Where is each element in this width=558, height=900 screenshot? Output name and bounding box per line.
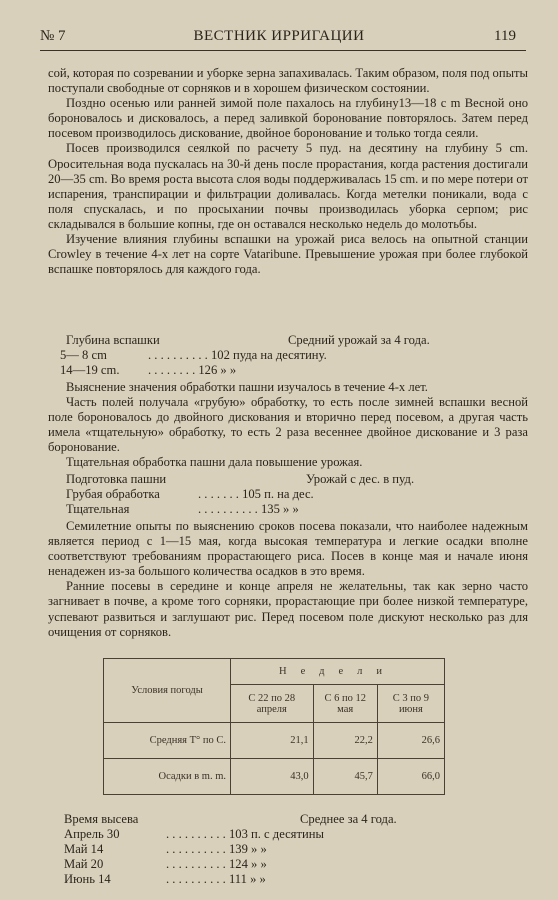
table-col-header: С 22 по 28 апреля <box>231 685 314 723</box>
page-number: 119 <box>494 28 516 44</box>
table-cell: 21,1 <box>231 723 314 759</box>
weather-table <box>103 658 445 795</box>
paragraph: Посев производился сеялкой по расчету 5 пуд. на десятину на глубину 5 cm. Оросительная вода пускалась на 30-й день после прорастания, когда растения достигали 20—35 cm. Во время роста высота слоя воды поддерживалась 15 cm. и по мере потери от испарения, транспирации и фильтрации доливалась. Когда метелки поникали, вода с поля спускалась, и по просыхании почвы производилась уборка серпом; рис складывался в большие копны, где он оставался несколько недель до молотьбы. <box>48 141 528 231</box>
paragraph: Изучение влияния глубины вспашки на урожай риса велось на опытной станции Crowley в течение 4-х лет на сорте Vataribune. Превышение урожая при более глубокой вспашке повторялось для каждого года. <box>48 232 528 277</box>
table-row <box>104 723 445 759</box>
paragraph: Поздно осенью или ранней зимой поле пахалось на глубину13—18 с m Весной оно бороновалось и дисковалось, а перед заливкой боронование повторялось. Затем перед посевом производилось дискование, двойное боронование и только тогда сеяли. <box>48 96 528 141</box>
paragraph: Тщательная обработка пашни дала повышение урожая. <box>66 455 363 470</box>
depth-list <box>48 333 528 378</box>
list-header: Глубина вспашки <box>66 333 160 347</box>
list-header: Время высева <box>64 812 139 826</box>
list-label: 14—19 cm. <box>60 363 120 378</box>
list-header: Среднее за 4 года. <box>300 812 397 826</box>
list-value: . . . . . . . . 126 » » <box>148 363 237 378</box>
table-group-header: Недели <box>231 659 445 685</box>
list-label: Апрель 30 <box>64 827 120 842</box>
list-value: . . . . . . . . . . 139 » » <box>166 842 267 857</box>
body-text-top <box>48 66 528 277</box>
table-col-header: С 3 по 9 июня <box>377 685 444 723</box>
table-row-label: Средняя T° по С. <box>104 723 231 759</box>
table-row-label: Осадки в m. m. <box>104 759 231 795</box>
list-value: . . . . . . . . . . 103 п. с десятины <box>166 827 324 842</box>
list-label: Май 20 <box>64 857 104 872</box>
paragraph: сой, которая по созревании и уборке зерна запахивалась. Таким образом, поля под опыты поступали свободные от сорняков и в хорошем физическом состоянии. <box>48 66 528 96</box>
table-cell: 26,6 <box>377 723 444 759</box>
paragraph: Часть полей получала «грубую» обработку, то есть после зимней вспашки весной поле бороновалось до двойного дискования и вторично перед посевом, а другая часть имела «тщательную» обработку, то есть 2 раза весеннее двойное дискование и 3 раза боронование. <box>48 395 528 455</box>
list-label: Грубая обработка <box>66 487 160 502</box>
paragraph: Ранние посевы в середине и конце апреля не желательны, так как зерно часто загнивает в почве, а кроме того сорняки, прорастающие при более низкой температуре, успевают развиться и заглушают рис. Перед посевом поле дискуют несколько раз для очищения от сорняков. <box>48 579 528 639</box>
list-value: . . . . . . . . . . 135 » » <box>198 502 299 517</box>
table-cell: 45,7 <box>313 759 377 795</box>
list-value: . . . . . . . . . . 111 » » <box>166 872 266 887</box>
list-header: Средний урожай за 4 года. <box>288 333 430 347</box>
list-header: Подготовка пашни <box>66 472 167 486</box>
paragraph: Семилетние опыты по выяснению сроков посева показали, что наиболее надежным является период с 1—15 мая, когда высокая температура и легкие осадки вполне соответствуют требованиям прорастающего риса. Посев в конце мая и начале июня ненадежен из-за большого количества осадков в это время. <box>48 519 528 579</box>
list-label: Июнь 14 <box>64 872 111 887</box>
journal-title: ВЕСТНИК ИРРИГАЦИИ <box>193 28 365 44</box>
paragraph: Выяснение значения обработки пашни изучалось в течение 4-х лет. <box>66 380 428 394</box>
table-row <box>104 759 445 795</box>
list-value: . . . . . . . 105 п. на дес. <box>198 487 314 502</box>
list-header: Урожай с дес. в пуд. <box>306 472 415 486</box>
body-text-middle <box>48 380 528 471</box>
list-label: 5— 8 cm <box>60 348 107 363</box>
list-value: . . . . . . . . . . 102 пуда на десятину. <box>148 348 327 363</box>
sowing-list <box>48 812 528 887</box>
issue-number: № 7 <box>40 28 66 44</box>
list-label: Май 14 <box>64 842 104 857</box>
tillage-list <box>48 472 528 517</box>
list-value: . . . . . . . . . . 124 » » <box>166 857 267 872</box>
table-col-header: С 6 по 12 мая <box>313 685 377 723</box>
list-label: Тщательная <box>66 502 130 517</box>
running-header <box>0 28 558 48</box>
table-cell: 66,0 <box>377 759 444 795</box>
header-rule <box>40 50 526 51</box>
table-corner: Условия погоды <box>104 659 231 723</box>
body-text-lower <box>48 519 528 640</box>
table-cell: 43,0 <box>231 759 314 795</box>
table-cell: 22,2 <box>313 723 377 759</box>
